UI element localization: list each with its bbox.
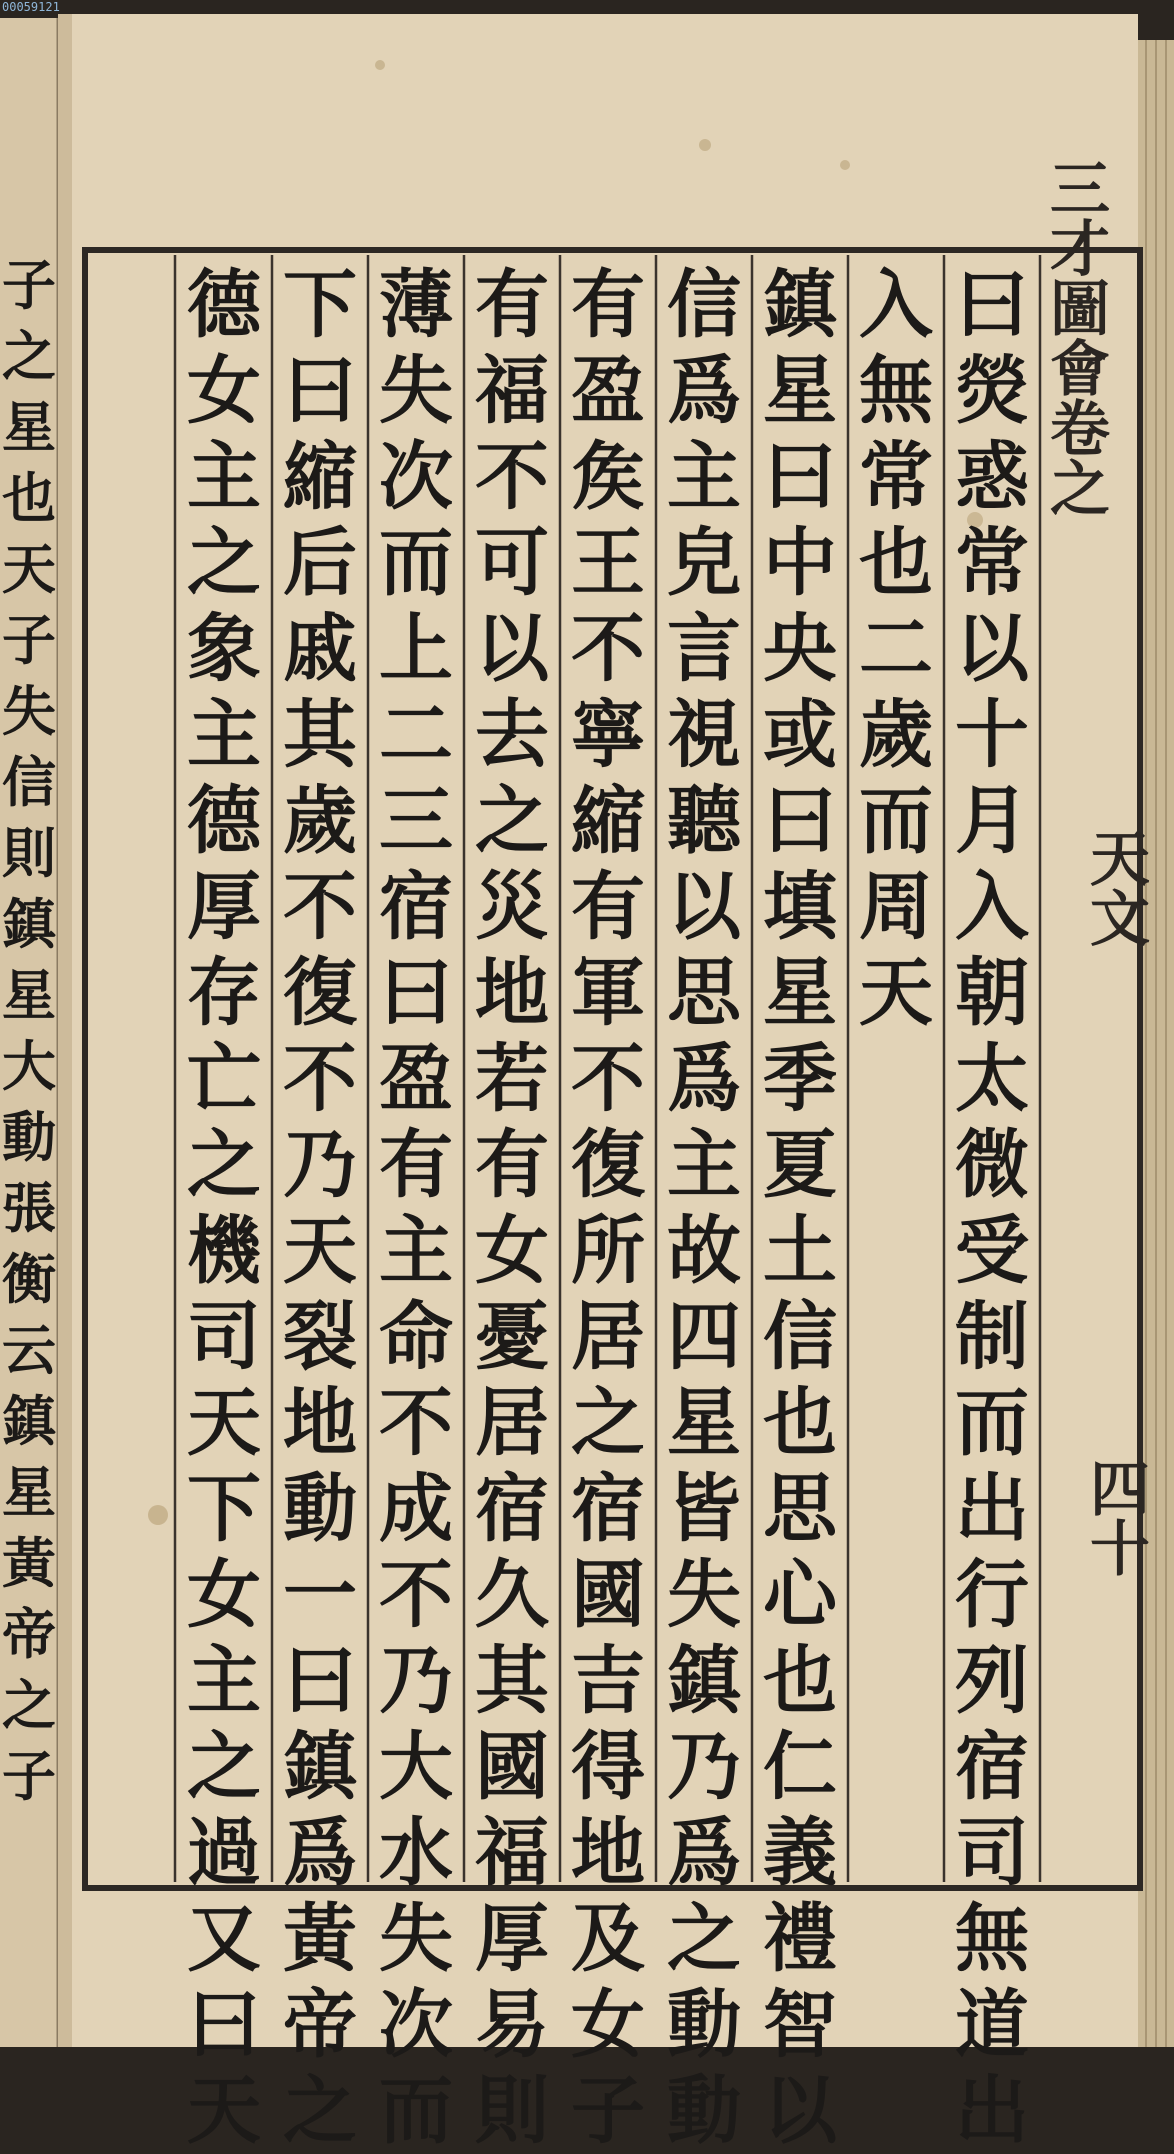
margin-page-char: 十 — [1090, 1515, 1150, 1585]
text-character: 盈 — [379, 1036, 453, 1122]
text-character: 水 — [379, 1810, 453, 1896]
text-character: 月 — [955, 778, 1029, 864]
text-character: 命 — [379, 1294, 453, 1380]
text-character: 也 — [763, 1380, 837, 1466]
previous-page-char: 星 — [2, 963, 56, 1027]
margin-page-char: 四 — [1090, 1455, 1150, 1525]
text-character: 縮 — [283, 434, 357, 520]
text-character: 視 — [667, 692, 741, 778]
text-character: 三 — [379, 778, 453, 864]
text-character: 有 — [571, 262, 645, 348]
text-character: 動 — [283, 1466, 357, 1552]
text-character: 十 — [955, 692, 1029, 778]
previous-page-char: 鎮 — [2, 1389, 56, 1453]
text-column — [562, 262, 654, 2154]
text-character: 也 — [859, 520, 933, 606]
text-character: 之 — [571, 1380, 645, 1466]
text-column — [370, 262, 462, 2154]
text-character: 有 — [571, 864, 645, 950]
previous-page-char: 天 — [2, 537, 56, 601]
text-character: 大 — [379, 1724, 453, 1810]
previous-page-char: 則 — [2, 821, 56, 885]
text-character: 或 — [763, 692, 837, 778]
text-character: 以 — [955, 606, 1029, 692]
text-character: 后 — [283, 520, 357, 606]
text-character: 季 — [763, 1036, 837, 1122]
text-character: 夏 — [763, 1122, 837, 1208]
text-character: 惑 — [955, 434, 1029, 520]
text-character: 制 — [955, 1294, 1029, 1380]
text-character: 星 — [763, 348, 837, 434]
text-character: 曰 — [955, 262, 1029, 348]
previous-page-char: 衡 — [2, 1247, 56, 1311]
text-character: 歲 — [283, 778, 357, 864]
text-character: 天 — [859, 950, 933, 1036]
text-character: 下 — [187, 1466, 261, 1552]
text-character: 宿 — [475, 1466, 549, 1552]
text-character: 之 — [187, 1724, 261, 1810]
previous-page-char: 星 — [2, 1460, 56, 1524]
text-character: 之 — [667, 1896, 741, 1982]
text-character: 乃 — [379, 1638, 453, 1724]
text-character: 熒 — [955, 348, 1029, 434]
previous-page-column — [0, 250, 58, 1812]
previous-page-char: 信 — [2, 750, 56, 814]
text-character: 信 — [667, 262, 741, 348]
previous-page-char: 之 — [2, 324, 56, 388]
previous-page-char: 子 — [2, 608, 56, 672]
text-character: 爲 — [667, 1036, 741, 1122]
text-character: 帝 — [283, 1982, 357, 2068]
text-character: 國 — [475, 1724, 549, 1810]
text-character: 土 — [763, 1208, 837, 1294]
text-character: 厚 — [187, 864, 261, 950]
text-character: 二 — [859, 606, 933, 692]
text-character: 其 — [283, 692, 357, 778]
text-character: 天 — [187, 1380, 261, 1466]
catalog-reference: 00059121 — [2, 0, 60, 14]
text-character: 及 — [571, 1896, 645, 1982]
text-character: 不 — [571, 1036, 645, 1122]
margin-title-char: 圖 — [1050, 275, 1110, 345]
previous-page-char: 子 — [2, 253, 56, 317]
text-column — [658, 262, 750, 2154]
text-character: 成 — [379, 1466, 453, 1552]
text-character: 厚 — [475, 1896, 549, 1982]
text-character: 思 — [763, 1466, 837, 1552]
text-character: 復 — [571, 1122, 645, 1208]
text-character: 裂 — [283, 1294, 357, 1380]
text-character: 無 — [955, 1896, 1029, 1982]
text-character: 而 — [859, 778, 933, 864]
text-character: 鎮 — [763, 262, 837, 348]
text-character: 宿 — [571, 1466, 645, 1552]
text-character: 女 — [187, 1552, 261, 1638]
text-character: 女 — [475, 1208, 549, 1294]
text-character: 乃 — [283, 1122, 357, 1208]
text-character: 曰 — [187, 1982, 261, 2068]
text-character: 義 — [763, 1810, 837, 1896]
text-character: 列 — [955, 1638, 1029, 1724]
previous-page-char: 星 — [2, 395, 56, 459]
text-character: 而 — [379, 520, 453, 606]
text-character: 主 — [379, 1208, 453, 1294]
text-character: 宿 — [955, 1724, 1029, 1810]
text-character: 災 — [475, 864, 549, 950]
text-character: 寧 — [571, 692, 645, 778]
text-character: 曰 — [763, 778, 837, 864]
text-character: 曰 — [283, 1638, 357, 1724]
margin-header — [1050, 155, 1110, 525]
text-character: 司 — [187, 1294, 261, 1380]
text-character: 以 — [475, 606, 549, 692]
text-character: 次 — [379, 1982, 453, 2068]
text-character: 復 — [283, 950, 357, 1036]
margin-title-char: 三 — [1050, 155, 1110, 225]
previous-page-char: 張 — [2, 1176, 56, 1240]
text-character: 有 — [475, 262, 549, 348]
text-character: 不 — [379, 1552, 453, 1638]
text-column — [850, 262, 942, 1036]
text-character: 戚 — [283, 606, 357, 692]
text-character: 以 — [763, 2068, 837, 2154]
text-character: 主 — [667, 1122, 741, 1208]
text-character: 周 — [859, 864, 933, 950]
text-character: 國 — [571, 1552, 645, 1638]
text-character: 有 — [475, 1122, 549, 1208]
margin-page-number — [1090, 1455, 1150, 1585]
text-character: 入 — [859, 262, 933, 348]
text-character: 主 — [187, 434, 261, 520]
text-character: 動 — [667, 1982, 741, 2068]
text-character: 一 — [283, 1552, 357, 1638]
text-character: 居 — [475, 1380, 549, 1466]
text-character: 爲 — [667, 348, 741, 434]
text-character: 不 — [475, 434, 549, 520]
margin-section — [1090, 825, 1150, 955]
text-character: 曰 — [763, 434, 837, 520]
previous-page-char: 也 — [2, 466, 56, 530]
text-character: 憂 — [475, 1294, 549, 1380]
text-character: 薄 — [379, 262, 453, 348]
text-column — [466, 262, 558, 2154]
margin-title-char: 才 — [1050, 215, 1110, 285]
text-character: 入 — [955, 864, 1029, 950]
margin-title-char: 卷 — [1050, 395, 1110, 465]
margin-section-char: 天 — [1090, 825, 1150, 895]
text-character: 之 — [283, 2068, 357, 2154]
text-character: 而 — [379, 2068, 453, 2154]
text-character: 鎮 — [667, 1638, 741, 1724]
text-character: 中 — [763, 520, 837, 606]
text-character: 天 — [187, 2068, 261, 2154]
text-character: 德 — [187, 778, 261, 864]
text-character: 皃 — [667, 520, 741, 606]
text-character: 心 — [763, 1552, 837, 1638]
text-character: 不 — [283, 1036, 357, 1122]
text-character: 司 — [955, 1810, 1029, 1896]
text-character: 亡 — [187, 1036, 261, 1122]
text-character: 太 — [955, 1036, 1029, 1122]
text-column — [946, 262, 1038, 2154]
text-character: 曰 — [283, 348, 357, 434]
text-character: 所 — [571, 1208, 645, 1294]
text-character: 受 — [955, 1208, 1029, 1294]
text-character: 吉 — [571, 1638, 645, 1724]
previous-page-char: 云 — [2, 1318, 56, 1382]
text-character: 下 — [283, 262, 357, 348]
text-character: 女 — [571, 1982, 645, 2068]
text-character: 仁 — [763, 1724, 837, 1810]
text-character: 宿 — [379, 864, 453, 950]
text-character: 主 — [667, 434, 741, 520]
text-character: 過 — [187, 1810, 261, 1896]
margin-title-char: 之 — [1050, 455, 1110, 525]
text-character: 久 — [475, 1552, 549, 1638]
text-character: 失 — [379, 1896, 453, 1982]
text-character: 居 — [571, 1294, 645, 1380]
text-character: 天 — [283, 1208, 357, 1294]
text-character: 四 — [667, 1294, 741, 1380]
text-column — [754, 262, 846, 2154]
text-character: 聽 — [667, 778, 741, 864]
text-character: 星 — [667, 1380, 741, 1466]
text-character: 爲 — [283, 1810, 357, 1896]
text-character: 皆 — [667, 1466, 741, 1552]
text-character: 失 — [667, 1552, 741, 1638]
previous-page-char: 大 — [2, 1034, 56, 1098]
text-character: 動 — [667, 2068, 741, 2154]
text-character: 易 — [475, 1982, 549, 2068]
text-character: 女 — [187, 348, 261, 434]
text-character: 主 — [187, 1638, 261, 1724]
text-character: 之 — [187, 1122, 261, 1208]
text-character: 乃 — [667, 1724, 741, 1810]
text-character: 矦 — [571, 434, 645, 520]
text-character: 不 — [379, 1380, 453, 1466]
text-character: 填 — [763, 864, 837, 950]
text-column — [178, 262, 270, 2154]
text-character: 德 — [187, 262, 261, 348]
text-character: 盈 — [571, 348, 645, 434]
text-character: 地 — [571, 1810, 645, 1896]
text-character: 黃 — [283, 1896, 357, 1982]
text-character: 禮 — [763, 1896, 837, 1982]
text-character: 出 — [955, 1466, 1029, 1552]
text-character: 又 — [187, 1896, 261, 1982]
text-character: 常 — [859, 434, 933, 520]
text-character: 王 — [571, 520, 645, 606]
text-character: 言 — [667, 606, 741, 692]
text-character: 出 — [955, 2068, 1029, 2154]
previous-page-char: 失 — [2, 679, 56, 743]
text-character: 福 — [475, 348, 549, 434]
text-character: 存 — [187, 950, 261, 1036]
text-character: 之 — [187, 520, 261, 606]
text-character: 常 — [955, 520, 1029, 606]
text-character: 失 — [379, 348, 453, 434]
text-character: 軍 — [571, 950, 645, 1036]
margin-title — [1050, 155, 1110, 525]
text-character: 以 — [667, 864, 741, 950]
previous-page-char: 黃 — [2, 1531, 56, 1595]
text-character: 象 — [187, 606, 261, 692]
previous-page-char: 帝 — [2, 1602, 56, 1666]
text-character: 得 — [571, 1724, 645, 1810]
text-character: 鎮 — [283, 1724, 357, 1810]
text-character: 福 — [475, 1810, 549, 1896]
text-character: 上 — [379, 606, 453, 692]
margin-section-char: 文 — [1090, 885, 1150, 955]
text-character: 其 — [475, 1638, 549, 1724]
text-character: 星 — [763, 950, 837, 1036]
text-character: 歲 — [859, 692, 933, 778]
text-character: 若 — [475, 1036, 549, 1122]
margin-title-char: 會 — [1050, 335, 1110, 405]
text-character: 則 — [475, 2068, 549, 2154]
text-character: 曰 — [379, 950, 453, 1036]
text-character: 不 — [283, 864, 357, 950]
text-character: 主 — [187, 692, 261, 778]
text-character: 智 — [763, 1982, 837, 2068]
previous-page-char: 之 — [2, 1673, 56, 1737]
text-character: 地 — [283, 1380, 357, 1466]
text-character: 央 — [763, 606, 837, 692]
text-character: 縮 — [571, 778, 645, 864]
text-character: 無 — [859, 348, 933, 434]
text-character: 行 — [955, 1552, 1029, 1638]
text-character: 也 — [763, 1638, 837, 1724]
text-character: 次 — [379, 434, 453, 520]
previous-page-char: 子 — [2, 1744, 56, 1808]
previous-page-char: 鎮 — [2, 892, 56, 956]
text-character: 朝 — [955, 950, 1029, 1036]
text-character: 去 — [475, 692, 549, 778]
text-column — [274, 262, 366, 2154]
text-character: 道 — [955, 1982, 1029, 2068]
text-character: 思 — [667, 950, 741, 1036]
text-character: 而 — [955, 1380, 1029, 1466]
text-character: 地 — [475, 950, 549, 1036]
text-character: 子 — [571, 2068, 645, 2154]
previous-page-char: 動 — [2, 1105, 56, 1169]
text-character: 可 — [475, 520, 549, 606]
text-character: 微 — [955, 1122, 1029, 1208]
text-character: 二 — [379, 692, 453, 778]
text-character: 有 — [379, 1122, 453, 1208]
text-character: 不 — [571, 606, 645, 692]
text-character: 之 — [475, 778, 549, 864]
text-character: 爲 — [667, 1810, 741, 1896]
text-character: 機 — [187, 1208, 261, 1294]
text-character: 信 — [763, 1294, 837, 1380]
text-character: 故 — [667, 1208, 741, 1294]
